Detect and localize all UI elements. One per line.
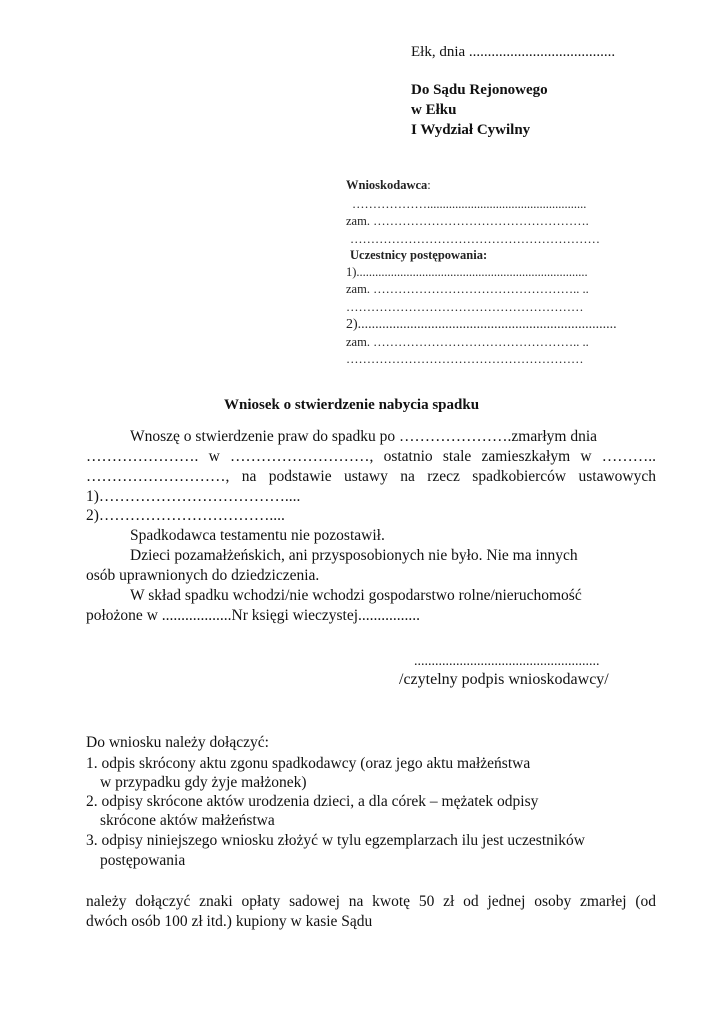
attachment-item-cont: postępowania: [100, 852, 186, 869]
body-line: Wnoszę o stwierdzenie praw do spadku po ………………….zmarłym dnia: [130, 428, 598, 445]
participant-1-name-field: 1)..........................................................................: [346, 265, 588, 279]
attachment-item: 3. odpisy niniejszego wniosku złożyć w tylu egzemplarzach ilu jest uczestników: [86, 832, 585, 849]
participant-2-address-field: zam. ………………………………………….. ..: [346, 335, 589, 349]
participant-2-name-field: 2)..........................................................................: [346, 317, 617, 332]
attachment-item-cont: w przypadku gdy żyje małżonek): [100, 774, 307, 791]
document-title: Wniosek o stwierdzenie nabycia spadku: [224, 397, 480, 413]
signature-caption: /czytelny podpis wnioskodawcy/: [399, 671, 609, 688]
body-line: osób uprawnionych do dziedziczenia.: [86, 567, 320, 584]
applicant-name-field: ………………...................................................: [352, 197, 587, 211]
heir-2-field: 2)……………………………....: [86, 507, 285, 524]
participant-2-address-field-2: …………………………………………………: [346, 352, 584, 366]
signature-line: .....................................................: [414, 654, 600, 669]
applicant-address-field: zam. …………………………………………….: [346, 214, 589, 228]
body-line: …………………. w ………………………, ostatnio stale zamieszkałym w ………..: [86, 448, 656, 465]
heir-1-field: 1)………………………………....: [86, 488, 301, 505]
attachments-heading: Do wniosku należy dołączyć:: [86, 734, 269, 751]
attachment-item: 2. odpisy skrócone aktów urodzenia dzieci, a dla córek – mężatek odpisy: [86, 793, 539, 810]
applicant-label-colon: :: [427, 178, 431, 192]
attachment-item-cont: skrócone aktów małżeństwa: [100, 812, 275, 829]
body-line: W skład spadku wchodzi/nie wchodzi gospodarstwo rolne/nieruchomość: [130, 587, 582, 604]
body-line: Dzieci pozamałżeńskich, ani przysposobionych nie było. Nie ma innych: [130, 547, 578, 564]
court-city: w Ełku: [411, 102, 457, 118]
court-name: Do Sądu Rejonowego: [411, 82, 548, 98]
fee-note-line: należy dołączyć znaki opłaty sadowej na kwotę 50 zł od jednej osoby zmarłej (od: [86, 893, 656, 910]
applicant-address-field-2: ……………………………………………………: [350, 232, 600, 246]
attachment-item: 1. odpis skrócony aktu zgonu spadkodawcy (oraz jego aktu małżeństwa: [86, 755, 531, 772]
place-date-line: Ełk, dnia .......................................: [411, 44, 616, 60]
body-line: ………………………, na podstawie ustawy na rzecz spadkobierców ustawowych: [86, 468, 656, 485]
participants-label: Uczestnicy postępowania:: [350, 248, 488, 262]
fee-note-line: dwóch osób 100 zł itd.) kupiony w kasie Sądu: [86, 913, 373, 930]
participant-1-address-field: zam. ………………………………………….. ..: [346, 282, 589, 296]
body-line: Spadkodawca testamentu nie pozostawił.: [130, 527, 385, 544]
court-division: I Wydział Cywilny: [411, 122, 531, 138]
applicant-label: Wnioskodawca: [346, 178, 428, 192]
applicant-block-title: [346, 178, 431, 193]
body-line: położone w ..................Nr księgi wieczystej................: [86, 607, 421, 624]
participant-1-address-field-2: …………………………………………………: [346, 300, 584, 314]
